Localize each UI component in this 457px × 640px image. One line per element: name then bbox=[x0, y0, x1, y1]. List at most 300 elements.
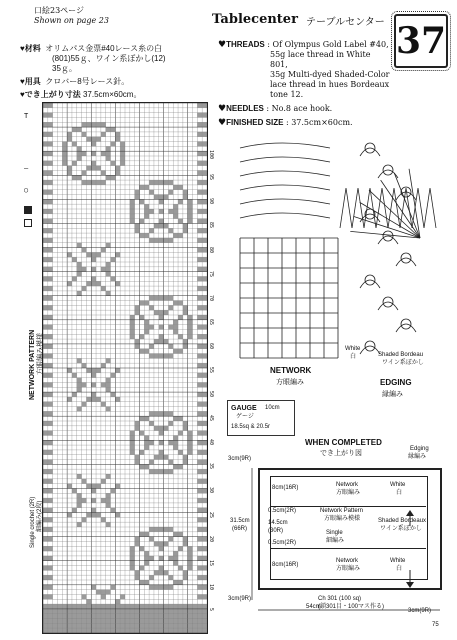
grid-cell bbox=[43, 325, 48, 330]
stitch-stroke bbox=[360, 280, 380, 288]
grid-cell bbox=[57, 619, 62, 624]
row-number: 80 bbox=[208, 246, 214, 253]
grid-cell bbox=[130, 315, 135, 320]
grid-cell bbox=[183, 537, 188, 542]
grid-cell bbox=[164, 411, 169, 416]
grid-cell bbox=[106, 609, 111, 614]
grid-cell bbox=[72, 127, 77, 132]
needles-label: NEEDLES bbox=[226, 104, 264, 113]
grid-cell bbox=[101, 363, 106, 368]
grid-cell bbox=[159, 440, 164, 445]
grid-cell bbox=[154, 354, 159, 359]
grid-cell bbox=[57, 623, 62, 628]
grid-cell bbox=[43, 180, 48, 185]
grid-cell bbox=[48, 392, 53, 397]
grid-cell bbox=[86, 281, 91, 286]
grid-cell bbox=[164, 469, 169, 474]
row-number: 40 bbox=[208, 439, 214, 446]
grid-cell bbox=[101, 609, 106, 614]
grid-cell bbox=[96, 604, 101, 609]
grid-cell bbox=[154, 469, 159, 474]
grid-cell bbox=[135, 460, 140, 465]
grid-cell bbox=[86, 484, 91, 489]
grid-cell bbox=[178, 609, 183, 614]
grid-cell bbox=[154, 238, 159, 243]
grid-cell bbox=[183, 426, 188, 431]
grid-cell bbox=[48, 609, 53, 614]
row-mid3-size: 0.5cm(2R) bbox=[268, 540, 297, 546]
grid-cell bbox=[48, 585, 53, 590]
grid-cell bbox=[48, 604, 53, 609]
grid-cell bbox=[48, 614, 53, 619]
grid-cell bbox=[53, 623, 58, 628]
grid-cell bbox=[159, 219, 164, 224]
grid-cell bbox=[193, 609, 198, 614]
grid-cell bbox=[159, 296, 164, 301]
row-number: 15 bbox=[208, 559, 214, 566]
grid-cell bbox=[101, 267, 106, 272]
grid-cell bbox=[43, 623, 48, 628]
grid-cell bbox=[53, 609, 58, 614]
grid-cell bbox=[77, 291, 82, 296]
grid-cell bbox=[178, 450, 183, 455]
grid-cell bbox=[197, 623, 202, 628]
grid-cell bbox=[96, 281, 101, 286]
grid-cell bbox=[149, 440, 154, 445]
grid-cell bbox=[130, 604, 135, 609]
grid-cell bbox=[154, 623, 159, 628]
grid-cell bbox=[178, 219, 183, 224]
grid-cell bbox=[48, 209, 53, 214]
grid-cell bbox=[101, 628, 106, 633]
grid-cell bbox=[197, 575, 202, 580]
grid-cell bbox=[48, 132, 53, 137]
grid-cell bbox=[135, 421, 140, 426]
grid-cell bbox=[168, 609, 173, 614]
grid-cell bbox=[96, 628, 101, 633]
grid-cell bbox=[111, 175, 116, 180]
grid-cell bbox=[120, 594, 125, 599]
grid-cell bbox=[62, 609, 67, 614]
grid-cell bbox=[72, 619, 77, 624]
grid-cell bbox=[125, 623, 130, 628]
grid-cell bbox=[164, 223, 169, 228]
grid-cell bbox=[149, 190, 154, 195]
grid-cell bbox=[135, 614, 140, 619]
grid-cell bbox=[144, 349, 149, 354]
grid-cell bbox=[91, 619, 96, 624]
grid-cell bbox=[164, 310, 169, 315]
grid-cell bbox=[188, 325, 193, 330]
grid-cell bbox=[48, 594, 53, 599]
grid-cell bbox=[183, 623, 188, 628]
grid-cell bbox=[111, 161, 116, 166]
grid-cell bbox=[183, 190, 188, 195]
edging-label: EDGING bbox=[380, 378, 412, 387]
grid-cell bbox=[197, 517, 202, 522]
grid-cell bbox=[135, 228, 140, 233]
grid-cell bbox=[135, 541, 140, 546]
row-mid1-size: 0.5cm(2R) bbox=[268, 508, 297, 514]
grid-cell bbox=[67, 170, 72, 175]
grid-cell bbox=[96, 166, 101, 171]
stitch-stroke bbox=[424, 188, 436, 228]
grid-cell bbox=[197, 537, 202, 542]
grid-cell bbox=[62, 604, 67, 609]
stitch-stroke bbox=[240, 157, 330, 162]
grid-cell bbox=[188, 431, 193, 436]
grid-cell bbox=[135, 604, 140, 609]
grid-cell bbox=[188, 440, 193, 445]
grid-cell bbox=[188, 619, 193, 624]
network-label-jp: 方眼編み bbox=[276, 379, 304, 386]
grid-cell bbox=[144, 185, 149, 190]
grid-cell bbox=[154, 604, 159, 609]
grid-cell bbox=[43, 585, 48, 590]
grid-cell bbox=[86, 180, 91, 185]
grid-cell bbox=[72, 142, 77, 147]
grid-cell bbox=[183, 609, 188, 614]
white-en: White bbox=[345, 346, 361, 352]
grid-cell bbox=[149, 296, 154, 301]
grid-cell bbox=[139, 580, 144, 585]
legend-mark-0: T bbox=[24, 112, 29, 120]
grid-cell bbox=[164, 195, 169, 200]
grid-cell bbox=[164, 180, 169, 185]
grid-cell bbox=[48, 228, 53, 233]
grid-cell bbox=[144, 628, 149, 633]
row-numbers bbox=[207, 100, 217, 634]
left-mid-dim: 31.5cm bbox=[230, 518, 250, 524]
grid-cell bbox=[130, 334, 135, 339]
grid-cell bbox=[77, 493, 82, 498]
needles-text: : No.8 ace hook. bbox=[266, 104, 333, 113]
grid-cell bbox=[77, 382, 82, 387]
grid-cell bbox=[86, 609, 91, 614]
grid-cell bbox=[139, 609, 144, 614]
grid-cell bbox=[106, 243, 111, 248]
grid-cell bbox=[149, 527, 154, 532]
grid-cell bbox=[197, 122, 202, 127]
grid-cell bbox=[111, 373, 116, 378]
grid-cell bbox=[149, 209, 154, 214]
grid-cell bbox=[197, 609, 202, 614]
grid-cell bbox=[101, 132, 106, 137]
grid-cell bbox=[91, 281, 96, 286]
grid-cell bbox=[72, 392, 77, 397]
stitch-stroke bbox=[240, 213, 330, 218]
grid-cell bbox=[72, 257, 77, 262]
grid-cell bbox=[115, 170, 120, 175]
grid-cell bbox=[164, 296, 169, 301]
grid-cell bbox=[82, 180, 87, 185]
grid-cell bbox=[183, 541, 188, 546]
grid-cell bbox=[197, 363, 202, 368]
grid-cell bbox=[77, 146, 82, 151]
grid-cell bbox=[106, 493, 111, 498]
grid-cell bbox=[115, 132, 120, 137]
grid-cell bbox=[173, 619, 178, 624]
grid-cell bbox=[193, 628, 198, 633]
grid-cell bbox=[164, 609, 169, 614]
stitch-stroke bbox=[340, 188, 352, 228]
row-number: 75 bbox=[208, 270, 214, 277]
grid-cell bbox=[53, 628, 58, 633]
grid-cell bbox=[173, 329, 178, 334]
gauge-title-jp: ゲージ bbox=[236, 414, 254, 420]
grid-cell bbox=[67, 513, 72, 518]
grid-cell bbox=[111, 614, 116, 619]
grid-cell bbox=[144, 556, 149, 561]
grid-cell bbox=[197, 238, 202, 243]
edging-label-jp: 縁編み bbox=[382, 391, 403, 398]
row-number: 70 bbox=[208, 294, 214, 301]
grid-cell bbox=[130, 325, 135, 330]
grid-cell bbox=[91, 604, 96, 609]
grid-cell bbox=[188, 450, 193, 455]
row-number: 35 bbox=[208, 463, 214, 470]
grid-cell bbox=[197, 488, 202, 493]
grid-cell bbox=[67, 628, 72, 633]
grid-cell bbox=[77, 609, 82, 614]
grid-cell bbox=[173, 580, 178, 585]
grid-cell bbox=[197, 440, 202, 445]
grid-cell bbox=[197, 228, 202, 233]
row-mid-single-jp: 細編み bbox=[326, 538, 345, 544]
grid-cell bbox=[159, 628, 164, 633]
grid-cell bbox=[173, 349, 178, 354]
grid-cell bbox=[96, 368, 101, 373]
grid-cell bbox=[139, 619, 144, 624]
grid-cell bbox=[149, 469, 154, 474]
grid-cell bbox=[188, 209, 193, 214]
grid-cell bbox=[197, 161, 202, 166]
tools-text: クロバー8号レース針。 bbox=[45, 77, 130, 86]
grid-cell bbox=[139, 431, 144, 436]
grid-cell bbox=[197, 354, 202, 359]
grid-cell bbox=[106, 175, 111, 180]
grid-cell bbox=[159, 195, 164, 200]
grid-cell bbox=[43, 209, 48, 214]
grid-cell bbox=[149, 537, 154, 542]
grid-cell bbox=[164, 238, 169, 243]
grid-cell bbox=[67, 252, 72, 257]
grid-cell bbox=[43, 296, 48, 301]
grid-cell bbox=[188, 566, 193, 571]
grid-cell bbox=[72, 628, 77, 633]
completed-title: WHEN COMPLETED bbox=[305, 438, 382, 447]
heart-icon: ♥ bbox=[218, 40, 227, 50]
grid-cell bbox=[197, 373, 202, 378]
grid-cell bbox=[178, 233, 183, 238]
shaded-label: Shaded Bordeau bbox=[378, 352, 424, 358]
grid-cell bbox=[106, 498, 111, 503]
grid-cell bbox=[72, 614, 77, 619]
grid-cell bbox=[53, 604, 58, 609]
grid-cell bbox=[154, 541, 159, 546]
grid-cell bbox=[197, 344, 202, 349]
grid-cell bbox=[178, 431, 183, 436]
grid-cell bbox=[154, 527, 159, 532]
grid-cell bbox=[106, 628, 111, 633]
grid-cell bbox=[72, 175, 77, 180]
row-number: 50 bbox=[208, 391, 214, 398]
grid-cell bbox=[173, 185, 178, 190]
grid-cell bbox=[130, 623, 135, 628]
grid-cell bbox=[57, 614, 62, 619]
grid-cell bbox=[197, 190, 202, 195]
grid-cell bbox=[48, 199, 53, 204]
grid-cell bbox=[188, 329, 193, 334]
grid-cell bbox=[168, 209, 173, 214]
grid-cell bbox=[77, 151, 82, 156]
grid-cell bbox=[178, 614, 183, 619]
grid-cell bbox=[86, 368, 91, 373]
grid-cell bbox=[159, 623, 164, 628]
grid-cell bbox=[43, 614, 48, 619]
grid-cell bbox=[101, 122, 106, 127]
grid-cell bbox=[173, 532, 178, 537]
grid-cell bbox=[86, 619, 91, 624]
grid-cell bbox=[91, 166, 96, 171]
grid-cell bbox=[82, 479, 87, 484]
grid-cell bbox=[188, 435, 193, 440]
grid-cell bbox=[48, 556, 53, 561]
grid-cell bbox=[91, 609, 96, 614]
grid-cell bbox=[159, 546, 164, 551]
grid-cell bbox=[77, 407, 82, 412]
grid-cell bbox=[197, 392, 202, 397]
grid-cell bbox=[111, 127, 116, 132]
grid-cell bbox=[183, 619, 188, 624]
grid-cell bbox=[43, 286, 48, 291]
grid-cell bbox=[101, 623, 106, 628]
grid-cell bbox=[149, 614, 154, 619]
grid-cell bbox=[135, 609, 140, 614]
grid-cell bbox=[43, 199, 48, 204]
grid-cell bbox=[130, 329, 135, 334]
grid-cell bbox=[173, 561, 178, 566]
grid-cell bbox=[82, 248, 87, 253]
grid-cell bbox=[139, 623, 144, 628]
grid-cell bbox=[43, 566, 48, 571]
grid-cell bbox=[173, 325, 178, 330]
grid-cell bbox=[149, 609, 154, 614]
grid-cell bbox=[77, 623, 82, 628]
grid-cell bbox=[130, 199, 135, 204]
grid-cell bbox=[173, 435, 178, 440]
grid-cell bbox=[91, 252, 96, 257]
grid-cell bbox=[115, 604, 120, 609]
grid-cell bbox=[67, 368, 72, 373]
grid-cell bbox=[77, 175, 82, 180]
grid-cell bbox=[86, 623, 91, 628]
grid-cell bbox=[111, 508, 116, 513]
threads-line-2: 35g Multi-dyed Shaded-Color bbox=[270, 70, 390, 79]
row-number: 95 bbox=[208, 174, 214, 181]
stitch-stroke bbox=[360, 148, 380, 156]
grid-cell bbox=[197, 219, 202, 224]
grid-cell bbox=[173, 628, 178, 633]
row-number: 60 bbox=[208, 342, 214, 349]
grid-cell bbox=[77, 614, 82, 619]
grid-cell bbox=[159, 455, 164, 460]
grid-cell bbox=[197, 585, 202, 590]
grid-cell bbox=[197, 460, 202, 465]
filet-chart-grid bbox=[42, 102, 208, 634]
grid-cell bbox=[91, 368, 96, 373]
grid-cell bbox=[139, 199, 144, 204]
grid-cell bbox=[149, 344, 154, 349]
grid-cell bbox=[135, 344, 140, 349]
grid-cell bbox=[154, 195, 159, 200]
grid-cell bbox=[197, 498, 202, 503]
grid-cell bbox=[139, 349, 144, 354]
grid-cell bbox=[164, 354, 169, 359]
grid-cell bbox=[159, 469, 164, 474]
grid-cell bbox=[188, 628, 193, 633]
grid-cell bbox=[115, 628, 120, 633]
grid-cell bbox=[178, 349, 183, 354]
grid-cell bbox=[149, 604, 154, 609]
grid-cell bbox=[135, 190, 140, 195]
grid-cell bbox=[188, 214, 193, 219]
grid-cell bbox=[111, 604, 116, 609]
grid-cell bbox=[43, 161, 48, 166]
grid-cell bbox=[135, 628, 140, 633]
grid-cell bbox=[72, 508, 77, 513]
grid-cell bbox=[168, 604, 173, 609]
grid-cell bbox=[168, 228, 173, 233]
grid-cell bbox=[77, 628, 82, 633]
grid-cell bbox=[139, 219, 144, 224]
grid-cell bbox=[91, 137, 96, 142]
single-crochet-label: Single crochet (2R) bbox=[30, 496, 36, 548]
grid-cell bbox=[57, 604, 62, 609]
grid-cell bbox=[106, 474, 111, 479]
grid-cell bbox=[43, 257, 48, 262]
grid-cell bbox=[197, 325, 202, 330]
threads-line-4: tone 12. bbox=[270, 90, 304, 99]
grid-cell bbox=[144, 623, 149, 628]
edging-callout: Edging bbox=[410, 446, 429, 452]
grid-cell bbox=[168, 619, 173, 624]
grid-cell bbox=[188, 609, 193, 614]
grid-cell bbox=[106, 619, 111, 624]
grid-cell bbox=[164, 570, 169, 575]
grid-cell bbox=[120, 623, 125, 628]
grid-cell bbox=[130, 445, 135, 450]
grid-cell bbox=[43, 382, 48, 387]
grid-cell bbox=[168, 296, 173, 301]
grid-cell bbox=[43, 392, 48, 397]
grid-cell bbox=[96, 137, 101, 142]
grid-cell bbox=[154, 570, 159, 575]
grid-cell bbox=[178, 185, 183, 190]
grid-cell bbox=[144, 580, 149, 585]
grid-cell bbox=[43, 460, 48, 465]
grid-cell bbox=[48, 296, 53, 301]
grid-cell bbox=[197, 199, 202, 204]
grid-cell bbox=[135, 195, 140, 200]
grid-cell bbox=[144, 435, 149, 440]
grid-cell bbox=[101, 248, 106, 253]
grid-cell bbox=[168, 469, 173, 474]
grid-cell bbox=[173, 614, 178, 619]
grid-cell bbox=[43, 421, 48, 426]
page-number: 75 bbox=[432, 622, 439, 628]
grid-cell bbox=[183, 421, 188, 426]
